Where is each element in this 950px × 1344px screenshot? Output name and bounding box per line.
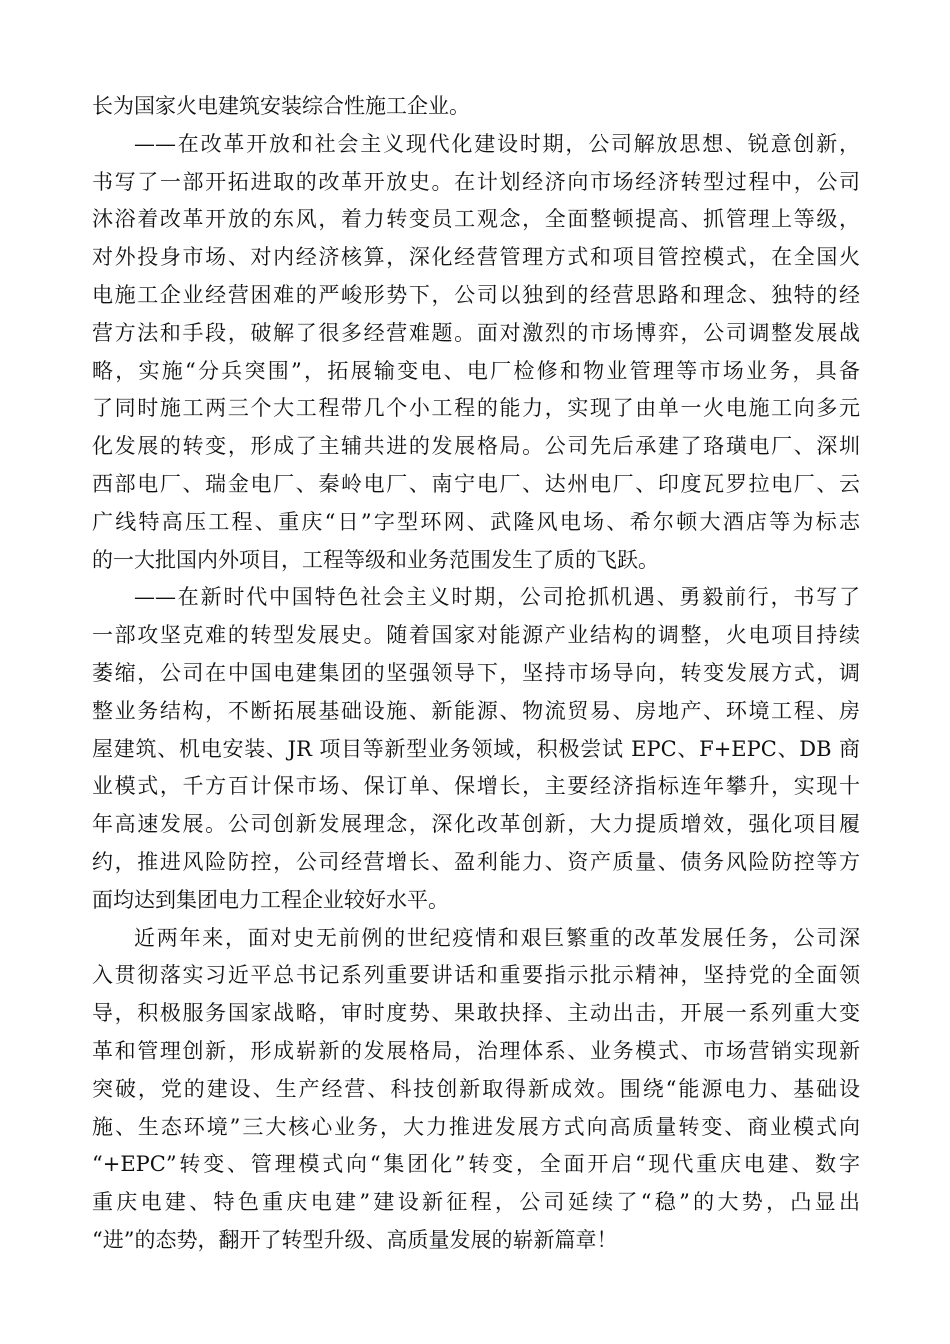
text-line: 约，推进风险防控，公司经营增长、盈利能力、资产质量、债务风险防控等方 (92, 849, 860, 874)
text-line: 了同时施工两三个大工程带几个小工程的能力，实现了由单一火电施工向多元 (92, 396, 860, 421)
document-body (92, 88, 860, 1260)
text-line: 书写了一部开拓进取的改革开放史。在计划经济向市场经济转型过程中，公司 (92, 169, 860, 194)
text-line: 导，积极服务国家战略，审时度势、果敢抉择、主动出击，开展一系列重大变 (92, 1001, 860, 1026)
text-line: 入贯彻落实习近平总书记系列重要讲话和重要指示批示精神，坚持党的全面领 (92, 963, 860, 988)
text-line: 化发展的转变，形成了主辅共进的发展格局。公司先后承建了珞璜电厂、深圳 (92, 434, 860, 459)
text-line: 对外投身市场、对内经济核算，深化经营管理方式和项目管控模式，在全国火 (92, 245, 860, 270)
text-line: 突破，党的建设、生产经营、科技创新取得新成效。围绕“能源电力、基础设 (92, 1076, 860, 1101)
text-line: 萎缩，公司在中国电建集团的坚强领导下，坚持市场导向，转变发展方式，调 (92, 660, 860, 685)
paragraph-0 (92, 88, 860, 126)
text-line: 营方法和手段，破解了很多经营难题。面对激烈的市场博弈，公司调整发展战 (92, 320, 860, 345)
text-line: 面均达到集团电力工程企业较好水平。 (92, 887, 449, 912)
paragraph-1 (92, 126, 860, 580)
text-line: 革和管理创新，形成崭新的发展格局，治理体系、业务模式、市场营销实现新 (92, 1038, 860, 1063)
text-line: 的一大批国内外项目，工程等级和业务范围发生了质的飞跃。 (92, 547, 659, 572)
text-line: 长为国家火电建筑安装综合性施工企业。 (92, 94, 470, 118)
text-line: ——在改革开放和社会主义现代化建设时期，公司解放思想、锐意创新， (134, 131, 860, 156)
text-line: 电施工企业经营困难的严峻形势下，公司以独到的经营思路和理念、独特的经 (92, 282, 860, 307)
paragraph-3 (92, 920, 860, 1260)
text-line: 西部电厂、瑞金电厂、秦岭电厂、南宁电厂、达州电厂、印度瓦罗拉电厂、云 (92, 471, 860, 496)
text-line: 施、生态环境”三大核心业务，大力推进发展方式向高质量转变、商业模式向 (92, 1114, 860, 1139)
text-line: 业模式，千方百计保市场、保订单、保增长，主要经济指标连年攀升，实现十 (92, 774, 860, 799)
text-line: 略，实施“分兵突围”，拓展输变电、电厂检修和物业管理等市场业务，具备 (92, 358, 860, 383)
text-line: 近两年来，面对史无前例的世纪疫情和艰巨繁重的改革发展任务，公司深 (134, 925, 860, 950)
text-line: “+EPC”转变、管理模式向“集团化”转变，全面开启“现代重庆电建、数字 (92, 1152, 860, 1177)
text-line: 一部攻坚克难的转型发展史。随着国家对能源产业结构的调整，火电项目持续 (92, 623, 860, 648)
text-line: 整业务结构，不断拓展基础设施、新能源、物流贸易、房地产、环境工程、房 (92, 698, 860, 723)
text-line: 年高速发展。公司创新发展理念，深化改革创新，大力提质增效，强化项目履 (92, 812, 860, 837)
text-line: 屋建筑、机电安装、JR 项目等新型业务领域，积极尝试 EPC、F+EPC、DB 商 (92, 736, 860, 761)
text-line: 重庆电建、特色重庆电建”建设新征程，公司延续了“稳”的大势，凸显出 (92, 1190, 860, 1215)
text-line: “进”的态势，翻开了转型升级、高质量发展的崭新篇章！ (92, 1227, 618, 1252)
text-line: 广线特高压工程、重庆“日”字型环网、武隆风电场、希尔顿大酒店等为标志 (92, 509, 860, 534)
text-line: 沐浴着改革开放的东风，着力转变员工观念，全面整顿提高、抓管理上等级， (92, 207, 860, 232)
paragraph-2 (92, 579, 860, 919)
text-line: ——在新时代中国特色社会主义时期，公司抢抓机遇、勇毅前行，书写了 (134, 585, 860, 610)
